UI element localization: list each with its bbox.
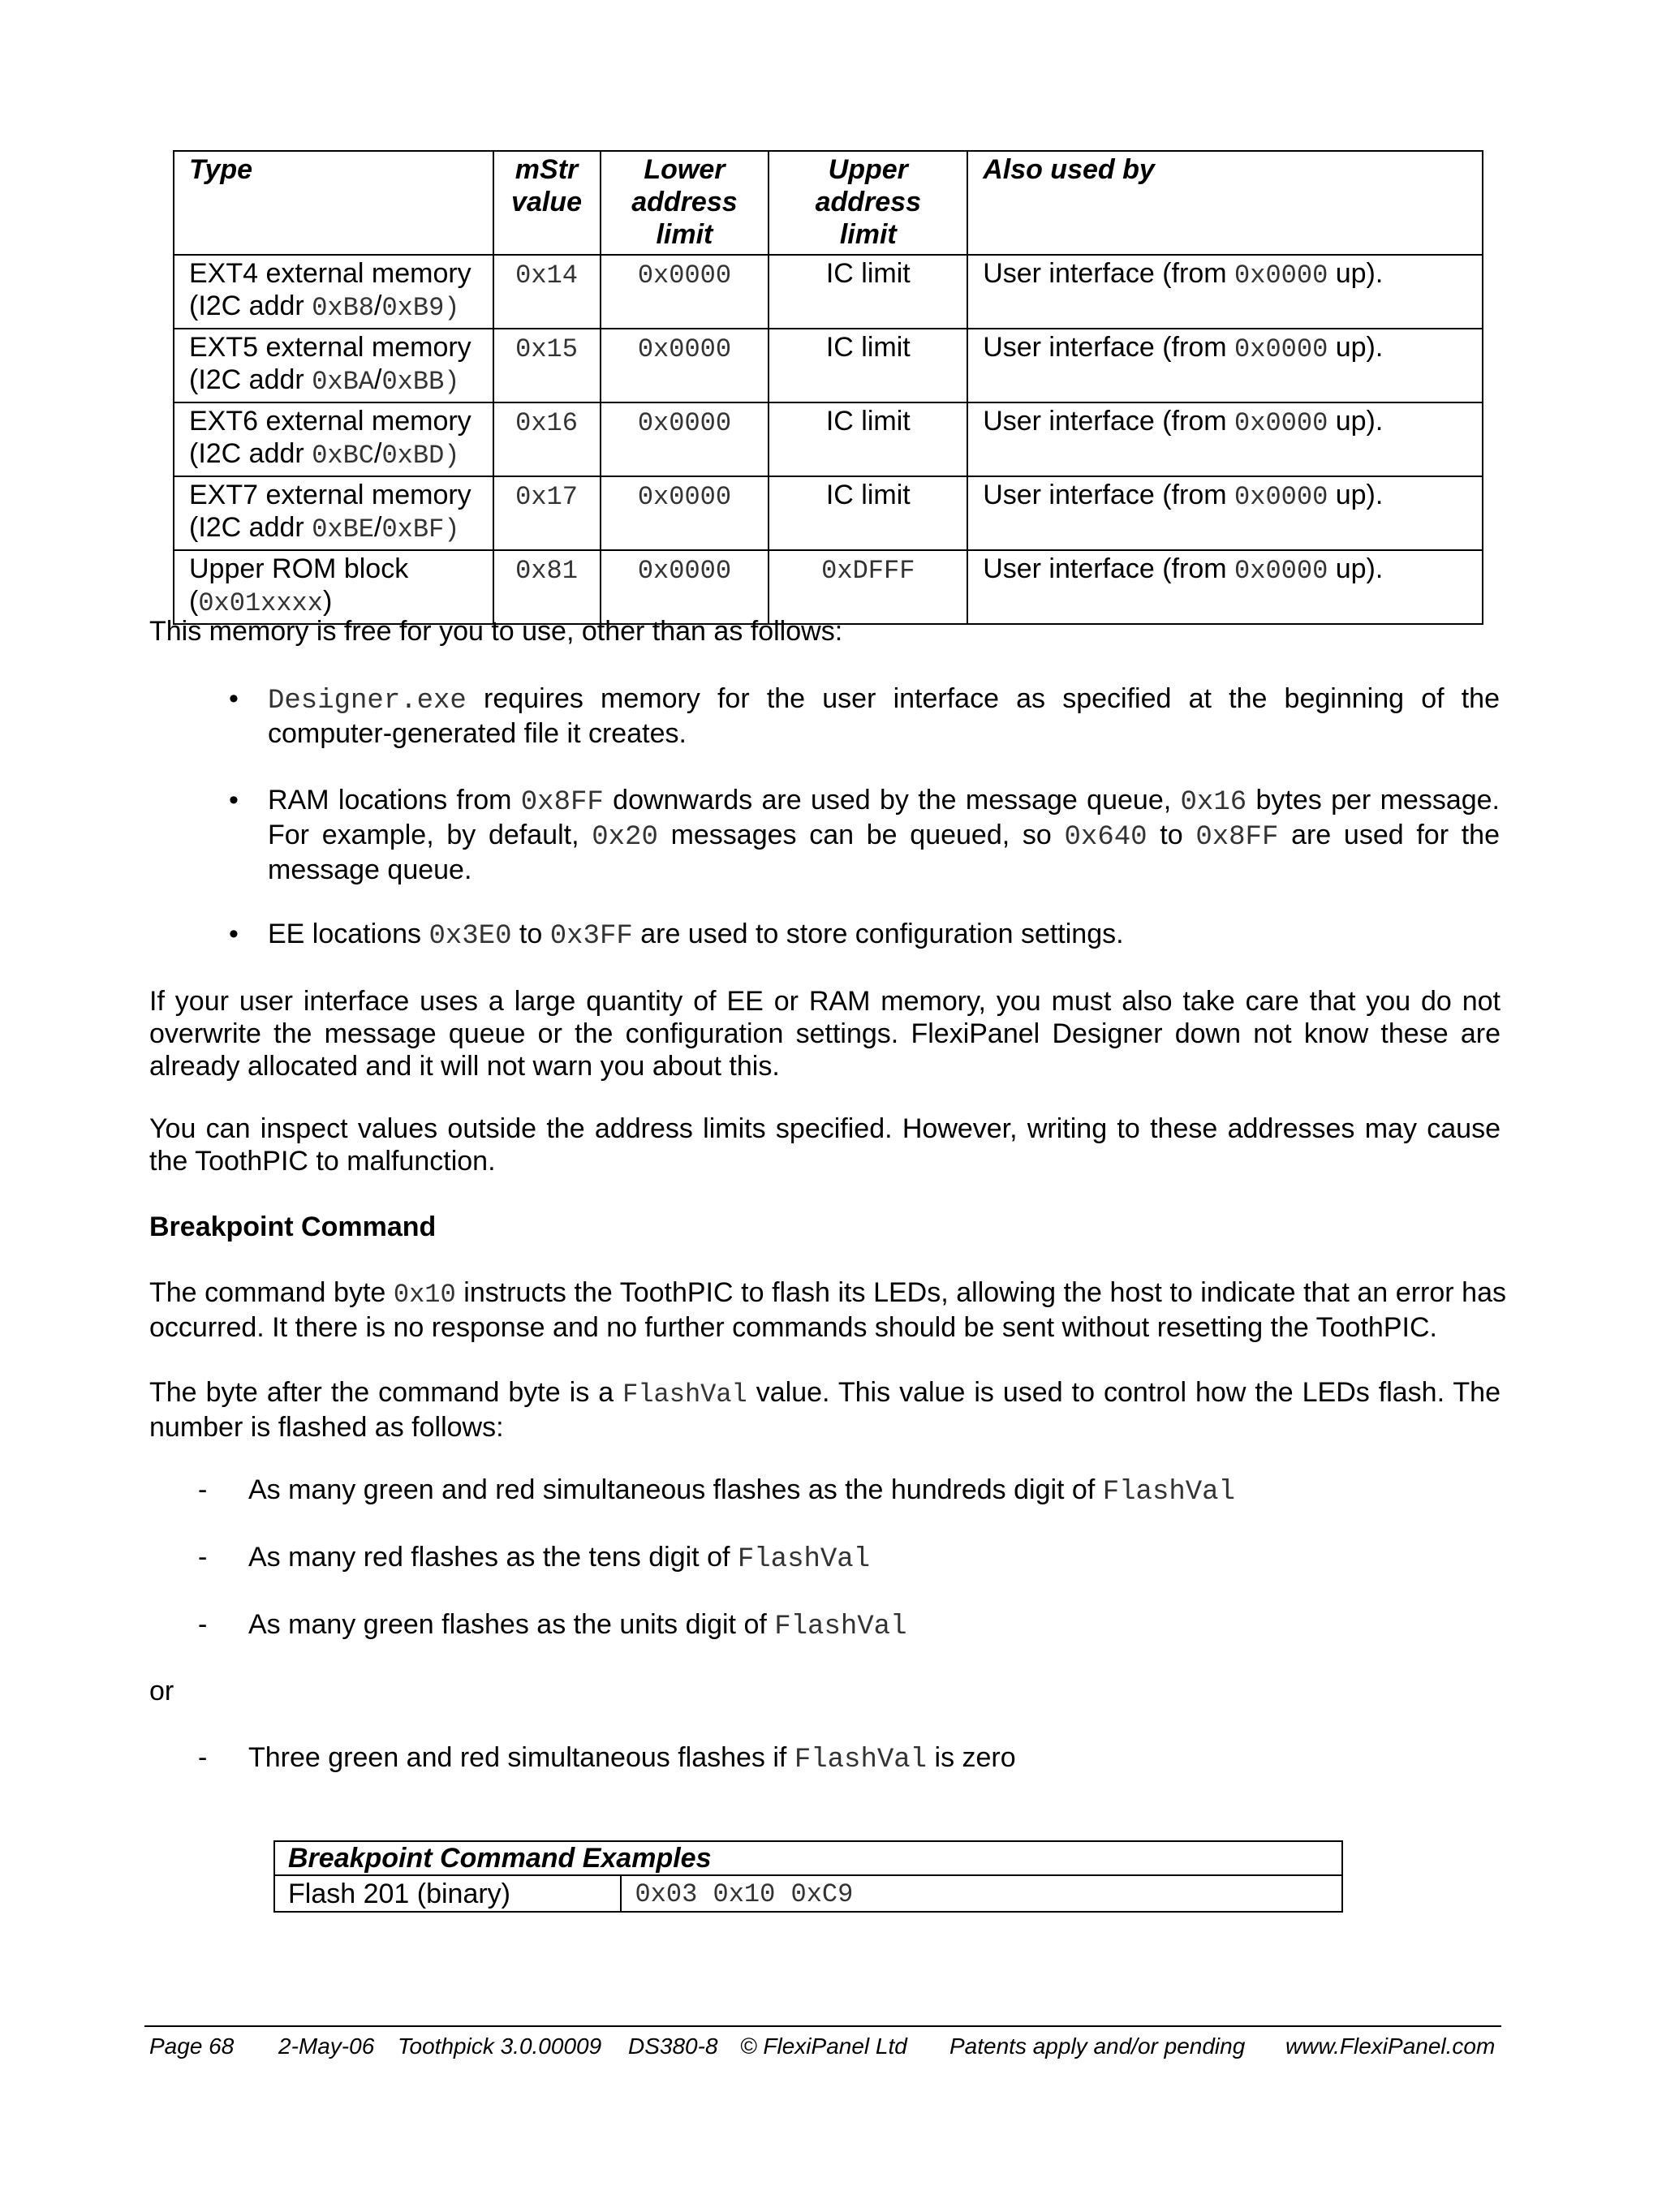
mstr-value: 0x81	[515, 556, 578, 586]
table-row	[174, 402, 1483, 476]
i2c-address: 0xB8	[312, 293, 374, 323]
type-prefix: (I2C addr	[189, 438, 312, 469]
paragraph-inspect: You can inspect values outside the address limits specified. However, writing to these addresses may cause the ToothPIC to malfunction.	[149, 1113, 1501, 1177]
table-row	[174, 329, 1483, 402]
cell-lower	[601, 255, 769, 329]
type-prefix: (I2C addr	[189, 364, 312, 395]
dash-marker: -	[198, 1609, 208, 1640]
bullet-text: RAM locations from	[268, 785, 521, 816]
body-text: The byte after the command byte is a	[149, 1377, 623, 1408]
bullet-text: downwards are used by the message queue,	[603, 785, 1181, 816]
paragraph-warning: If your user interface uses a large quantity of EE or RAM memory, you must also take care that you do not overwrite the message queue or the configuration settings. FlexiPanel Designer down not know these are already allocated and it will not warn you about this.	[149, 986, 1501, 1082]
type-prefix: (I2C addr	[189, 290, 312, 321]
footer-divider	[144, 2025, 1501, 2027]
type-prefix: (	[189, 586, 199, 617]
cell-upper	[769, 402, 967, 476]
inline-code: 0x640	[1064, 822, 1147, 853]
header-upper-address-limit: Upper address limit	[769, 151, 967, 255]
table-row	[174, 255, 1483, 329]
dash-text: is zero	[927, 1742, 1016, 1773]
cell-also-used-by	[967, 476, 1483, 550]
bullet-text: EE locations	[268, 919, 429, 949]
mstr-value: 0x14	[515, 260, 578, 290]
cell-mstr	[493, 255, 601, 329]
example-bytes-cell	[621, 1875, 1342, 1912]
cell-upper	[769, 550, 967, 624]
inline-code: 0x20	[592, 822, 658, 853]
inline-code: 0x3E0	[428, 921, 512, 952]
separator: /	[374, 290, 382, 321]
also-used-text: User interface (from	[983, 406, 1235, 437]
also-used-text: User interface (from	[983, 332, 1235, 363]
also-used-code: 0x0000	[1234, 408, 1328, 438]
type-label: EXT5 external memory	[189, 332, 471, 363]
bullet-designer	[268, 682, 1500, 750]
body-text: instructs the ToothPIC to flash its LEDs, allowing the host to indicate that an error has occurred. It there is no response and no further commands should be sent without resetting the ToothPIC.	[149, 1277, 1506, 1343]
separator: )	[322, 586, 333, 617]
mstr-value: 0x15	[515, 334, 578, 364]
also-used-suffix: up).	[1328, 258, 1384, 289]
also-used-code: 0x0000	[1234, 556, 1328, 586]
examples-title-row	[274, 1841, 1342, 1875]
footer-copyright: © FlexiPanel Ltd	[740, 2033, 907, 2059]
example-label: Flash 201 (binary)	[274, 1875, 621, 1912]
paragraph-flashval	[149, 1376, 1501, 1444]
cell-type	[174, 476, 493, 550]
header-lower-address-limit: Lower address limit	[601, 151, 769, 255]
memory-table	[173, 150, 1483, 625]
upper-limit: IC limit	[825, 406, 911, 437]
inline-code: FlashVal	[1102, 1477, 1235, 1508]
examples-title: Breakpoint Command Examples	[274, 1841, 1342, 1875]
lower-limit: 0x0000	[637, 260, 732, 290]
separator: /	[374, 438, 382, 469]
i2c-address: 0xBD)	[381, 441, 460, 471]
also-used-code: 0x0000	[1234, 334, 1328, 364]
also-used-suffix: up).	[1328, 332, 1384, 363]
inline-code: FlashVal	[794, 1745, 928, 1775]
type-prefix: (I2C addr	[189, 512, 312, 543]
bullet-text: to	[511, 919, 550, 949]
mstr-value: 0x16	[515, 408, 578, 438]
bullet-marker: •	[229, 683, 239, 714]
cell-also-used-by	[967, 255, 1483, 329]
mstr-value: 0x17	[515, 482, 578, 512]
footer-url: www.FlexiPanel.com	[1285, 2033, 1496, 2059]
lower-limit: 0x0000	[637, 482, 732, 512]
dash-marker: -	[198, 1742, 208, 1773]
inline-code: Designer.exe	[268, 686, 467, 717]
cell-also-used-by	[967, 402, 1483, 476]
also-used-text: User interface (from	[983, 480, 1235, 510]
cell-upper	[769, 476, 967, 550]
table-row	[274, 1875, 1342, 1912]
lower-limit: 0x0000	[637, 556, 732, 586]
bullet-text: requires memory for the user interface as specified at the beginning of the computer-generated file it creates.	[268, 683, 1500, 749]
type-label: Upper ROM block	[189, 553, 409, 584]
dash-text: As many green flashes as the units digit of	[248, 1609, 775, 1640]
also-used-text: User interface (from	[983, 258, 1235, 289]
section-heading: Breakpoint Command	[149, 1211, 437, 1242]
paragraph-command-byte	[149, 1276, 1506, 1344]
dash-item	[248, 1608, 906, 1643]
lower-limit: 0x0000	[637, 408, 732, 438]
example-bytes: 0x03 0x10 0xC9	[635, 1879, 854, 1909]
bullet-text: to	[1147, 820, 1196, 850]
cell-upper	[769, 255, 967, 329]
table-row	[174, 476, 1483, 550]
i2c-address: 0xB9)	[381, 293, 460, 323]
dash-item	[248, 1541, 870, 1576]
inline-code: 0x16	[1180, 787, 1247, 818]
inline-code: FlashVal	[774, 1612, 907, 1642]
upper-limit: IC limit	[825, 480, 911, 510]
cell-lower	[601, 550, 769, 624]
or-text: or	[149, 1676, 174, 1706]
bullet-ram	[268, 784, 1500, 886]
bullet-marker: •	[229, 785, 239, 816]
rom-address: 0x01xxxx	[198, 588, 323, 618]
i2c-address: 0xBB)	[381, 367, 460, 397]
upper-limit: IC limit	[825, 332, 911, 363]
inline-code: 0x8FF	[520, 787, 604, 818]
bullet-text: bytes per message. For example, by default,	[268, 785, 1500, 850]
footer-doc: DS380-8	[628, 2033, 718, 2059]
inline-code: 0x10	[393, 1280, 456, 1310]
cell-upper	[769, 329, 967, 402]
also-used-suffix: up).	[1328, 406, 1384, 437]
i2c-address: 0xBF)	[381, 514, 460, 544]
cell-mstr	[493, 476, 601, 550]
type-label: EXT4 external memory	[189, 258, 471, 289]
also-used-suffix: up).	[1328, 480, 1384, 510]
cell-type	[174, 550, 493, 624]
body-text: The command byte	[149, 1277, 394, 1308]
footer-page: Page 68	[149, 2033, 235, 2059]
separator: /	[374, 364, 382, 395]
inline-code: FlashVal	[737, 1544, 871, 1575]
dash-marker: -	[198, 1474, 208, 1505]
inline-code: 0x3FF	[549, 921, 633, 952]
header-also-used-by: Also used by	[967, 151, 1483, 255]
also-used-code: 0x0000	[1234, 482, 1328, 512]
upper-limit: IC limit	[825, 258, 911, 289]
dash-text: Three green and red simultaneous flashes if	[248, 1742, 794, 1773]
separator: /	[374, 512, 382, 543]
lower-limit: 0x0000	[637, 334, 732, 364]
also-used-suffix: up).	[1328, 553, 1384, 584]
cell-type	[174, 255, 493, 329]
table-row	[174, 550, 1483, 624]
bullet-ee	[268, 918, 1500, 953]
cell-lower	[601, 402, 769, 476]
i2c-address: 0xBC	[312, 441, 374, 471]
footer-product: Toothpick 3.0.00009	[398, 2033, 602, 2059]
dash-item	[248, 1474, 1235, 1508]
i2c-address: 0xBE	[312, 514, 374, 544]
also-used-code: 0x0000	[1234, 260, 1328, 290]
cell-lower	[601, 329, 769, 402]
dash-marker: -	[198, 1542, 208, 1573]
cell-type	[174, 402, 493, 476]
intro-paragraph: This memory is free for you to use, other than as follows:	[149, 616, 843, 647]
cell-mstr	[493, 329, 601, 402]
body-text: value. This value is used to control how the LEDs flash. The number is flashed as follows:	[149, 1377, 1501, 1443]
examples-table	[273, 1840, 1343, 1913]
i2c-address: 0xBA	[312, 367, 374, 397]
cell-lower	[601, 476, 769, 550]
dash-item	[248, 1741, 1016, 1776]
dash-text: As many red flashes as the tens digit of	[248, 1542, 738, 1573]
dash-text: As many green and red simultaneous flashes as the hundreds digit of	[248, 1474, 1103, 1505]
inline-code: 0x8FF	[1195, 822, 1279, 853]
header-type: Type	[174, 151, 493, 255]
bullet-text: are used to store configuration settings.	[632, 919, 1124, 949]
bullet-text: messages can be queued, so	[657, 820, 1065, 850]
also-used-text: User interface (from	[983, 553, 1235, 584]
cell-also-used-by	[967, 329, 1483, 402]
footer-date: 2-May-06	[278, 2033, 375, 2059]
bullet-text: are used for the message queue.	[268, 820, 1500, 885]
upper-limit: 0xDFFF	[821, 556, 915, 586]
footer-patents: Patents apply and/or pending	[949, 2033, 1246, 2059]
header-mstr-value: mStr value	[493, 151, 601, 255]
type-label: EXT6 external memory	[189, 406, 471, 437]
inline-code: FlashVal	[622, 1379, 747, 1409]
table-header-row	[174, 151, 1483, 255]
type-label: EXT7 external memory	[189, 480, 471, 510]
cell-mstr	[493, 402, 601, 476]
cell-mstr	[493, 550, 601, 624]
bullet-marker: •	[229, 919, 239, 949]
cell-also-used-by	[967, 550, 1483, 624]
cell-type	[174, 329, 493, 402]
